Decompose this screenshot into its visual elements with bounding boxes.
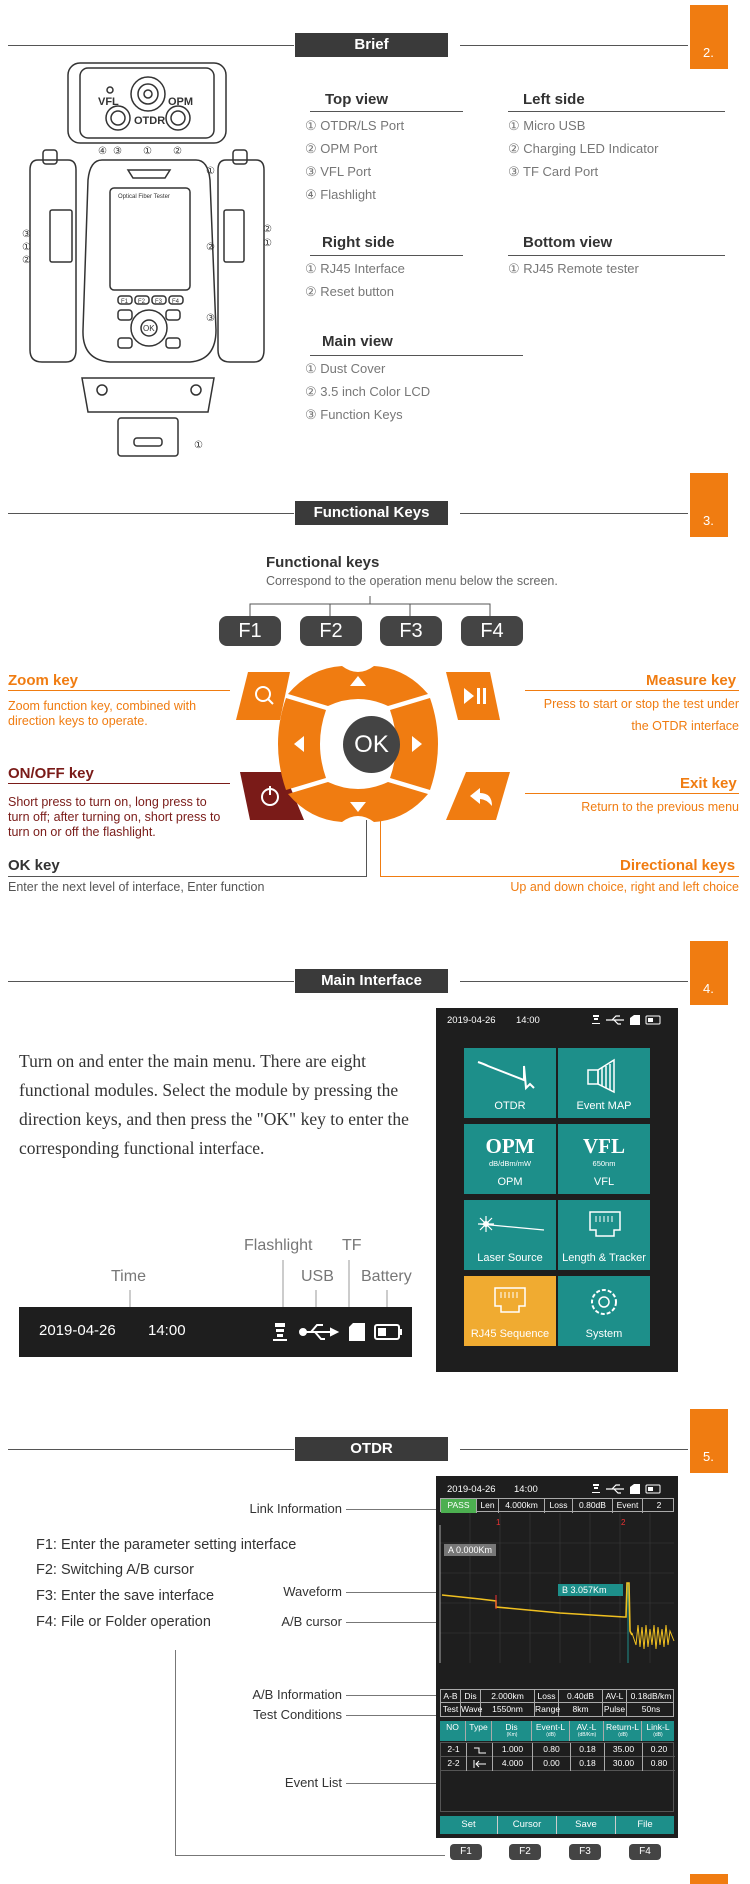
otdr-trace-icon — [474, 1056, 546, 1096]
group-heading: Bottom view — [523, 234, 613, 251]
section-number: 4. — [690, 941, 728, 1005]
test-conditions-row: Test Wave 1550nm Range 8km Pulse 50ns — [440, 1703, 674, 1717]
event-type-icon — [467, 1743, 493, 1757]
main-menu-screen: 2019-04-26 14:00 OTDR Event MAP OPM dB/dBm/mW OPM VFL 650nm VFL Laser Source Length & Tracker RJ45 Sequence System — [436, 1008, 678, 1372]
list-item: ② 3.5 inch Color LCD — [305, 384, 431, 399]
directional-keys-title: Directional keys — [620, 857, 736, 874]
waveform-chart — [440, 1513, 674, 1663]
list-item: ② Reset button — [305, 284, 394, 299]
fkey-bracket — [240, 596, 500, 618]
tile-event-map[interactable]: Event MAP — [558, 1048, 650, 1118]
list-item: ③ VFL Port — [305, 164, 372, 179]
event-table-header: NO Type Dis Event-L AV.-L Return-L Link-L (Km) (dB) (dB/Km) (dB) (dB) — [440, 1721, 674, 1741]
f2-key[interactable]: F2 — [509, 1844, 541, 1860]
measure-key-title: Measure key — [646, 672, 737, 689]
ok-button[interactable]: OK — [343, 716, 400, 773]
exit-key-title: Exit key — [680, 775, 737, 792]
f3-key[interactable]: F3 — [380, 616, 442, 646]
svg-text:F4: F4 — [172, 299, 180, 305]
group-heading: Right side — [322, 234, 395, 251]
cursor-b-label: B 3.057Km — [558, 1584, 623, 1596]
keys-subheading: Correspond to the operation menu below the screen. — [266, 574, 558, 588]
f3-key[interactable]: F3 — [569, 1844, 601, 1860]
screen-title: Optical Fiber Tester — [118, 194, 170, 200]
device-drawing — [20, 60, 270, 470]
flashlight-icon — [273, 1323, 287, 1341]
svg-text:OK: OK — [143, 324, 155, 333]
svg-text:F2: F2 — [138, 299, 146, 305]
list-item: ② Charging LED Indicator — [508, 141, 659, 156]
section-title-brief: Brief — [295, 33, 448, 57]
svg-text:1: 1 — [496, 1518, 501, 1527]
ab-info-row: A-B Dis 2.000km Loss 0.40dB AV-L 0.18dB/km — [440, 1689, 674, 1703]
exit-key-desc: Return to the previous menu — [581, 800, 739, 814]
group-heading: Left side — [523, 91, 585, 108]
svg-text:②: ② — [22, 255, 31, 266]
svg-text:③: ③ — [22, 229, 31, 240]
f4-key[interactable]: F4 — [629, 1844, 661, 1860]
section-title-main: Main Interface — [295, 969, 448, 993]
event-map-icon — [584, 1056, 624, 1096]
save-softkey[interactable]: Save — [557, 1816, 616, 1834]
section-number: 3. — [690, 473, 728, 537]
ok-key-title: OK key — [8, 857, 60, 874]
zoom-key-desc: Zoom function key, combined with direction keys to operate. — [8, 699, 197, 728]
usb-icon — [300, 1325, 337, 1339]
list-item: ④ Flashlight — [305, 187, 376, 202]
svg-text:②: ② — [173, 146, 182, 157]
tile-vfl[interactable]: VFL 650nm VFL — [558, 1124, 650, 1194]
svg-text:F1: F1 — [121, 299, 129, 305]
onoff-key-desc: Short press to turn on, long press to turn off; after turning on, short press to turn on or off the flashlight. — [8, 795, 221, 839]
list-item: ③ TF Card Port — [508, 164, 599, 179]
tile-otdr[interactable]: OTDR — [464, 1048, 556, 1118]
opm-port-label: OPM — [168, 96, 194, 108]
group-heading: Top view — [325, 91, 389, 108]
svg-text:2: 2 — [621, 1518, 626, 1527]
table-row[interactable]: 2-2 4.000 0.00 0.18 30.00 0.80 — [441, 1757, 675, 1771]
status-bar-zoom: 2019-04-26 14:00 — [19, 1307, 412, 1357]
divider — [460, 45, 688, 46]
cursor-a-label: A 0.000Km — [444, 1544, 496, 1556]
svg-text:①: ① — [22, 242, 31, 253]
list-item: ① Micro USB — [508, 118, 586, 133]
svg-text:②: ② — [206, 242, 215, 253]
zoom-key-title: Zoom key — [8, 672, 79, 689]
laser-icon — [474, 1208, 546, 1248]
f2-key[interactable]: F2 — [300, 616, 362, 646]
table-row[interactable]: 2-1 1.000 0.80 0.18 35.00 0.20 — [441, 1743, 675, 1757]
list-item: ③ Function Keys — [305, 407, 403, 422]
section-number: 2. — [690, 5, 728, 69]
link-info-row: PASS Len 4.000km Loss 0.80dB Event 2 — [440, 1498, 674, 1512]
set-softkey[interactable]: Set — [440, 1816, 498, 1834]
cursor-softkey[interactable]: Cursor — [498, 1816, 557, 1834]
svg-text:②: ② — [263, 224, 272, 235]
gear-icon — [586, 1284, 622, 1320]
svg-text:①: ① — [263, 238, 272, 249]
section-title-otdr: OTDR — [295, 1437, 448, 1461]
otdr-port-label: OTDR — [134, 115, 166, 127]
measure-key — [446, 672, 500, 720]
list-item: ① OTDR/LS Port — [305, 118, 405, 133]
list-item: ① Dust Cover — [305, 361, 386, 376]
svg-text:③: ③ — [113, 146, 122, 157]
list-item: ① RJ45 Remote tester — [508, 261, 639, 276]
svg-text:F3: F3 — [155, 299, 163, 305]
group-heading: Main view — [322, 333, 393, 350]
otdr-screen: 2019-04-26 14:00 PASS Len 4.000km Loss 0.80dB Event 2 1 2 A 0.000Km B 3.057Km A-B Dis 2.000km Loss 0.40dB AV-L 0.18dB/km Test Wave 1550nm Range 8km Pulse 50ns NO Type Dis Event-L AV.-L Return-L Link-L (Km) (dB) (dB/Km) (dB) (dB) 2-1 1.000 0.80 0.18 35.00 0.20 2-2 4.000 0.00 0.18 30.00 0.80 Set Cursor Save File — [436, 1476, 678, 1838]
section-title-keys: Functional Keys — [295, 501, 448, 525]
svg-text:③: ③ — [206, 313, 215, 324]
rj45-icon — [588, 1210, 622, 1240]
measure-key-desc: the OTDR interface — [631, 719, 739, 733]
main-paragraph: Turn on and enter the main menu. There are eight functional modules. Select the module by pressing the direction keys, and then press the "OK" key to enter the corresponding functional interface. — [19, 1051, 409, 1158]
ok-key-desc: Enter the next level of interface, Enter function — [8, 880, 265, 894]
tf-card-icon — [349, 1323, 365, 1341]
tile-length-tracker[interactable]: Length & Tracker — [558, 1200, 650, 1270]
tile-system[interactable]: System — [558, 1276, 650, 1346]
list-item: ② OPM Port — [305, 141, 378, 156]
svg-text:①: ① — [143, 146, 152, 157]
f4-key[interactable]: F4 — [461, 616, 523, 646]
vfl-port-label: VFL — [98, 96, 119, 108]
battery-icon — [375, 1325, 402, 1339]
file-softkey[interactable]: File — [637, 1819, 653, 1830]
softkey-bar — [440, 1816, 674, 1834]
divider — [8, 45, 294, 46]
section-number: 5. — [690, 1409, 728, 1473]
directional-keys-desc: Up and down choice, right and left choice — [510, 880, 739, 894]
f1-key[interactable]: F1 — [219, 616, 281, 646]
tile-laser-source[interactable]: Laser Source — [464, 1200, 556, 1270]
f1-key[interactable]: F1 — [450, 1844, 482, 1860]
event-end-icon — [467, 1757, 493, 1771]
event-list — [440, 1742, 674, 1812]
tile-opm[interactable]: OPM dB/dBm/mW OPM — [464, 1124, 556, 1194]
svg-text:①: ① — [194, 440, 203, 451]
keys-heading: Functional keys — [266, 554, 380, 571]
rj45-icon — [493, 1286, 527, 1316]
onoff-key-title: ON/OFF key — [8, 765, 94, 782]
list-item: ① RJ45 Interface — [305, 261, 405, 276]
exit-key — [446, 772, 510, 820]
measure-key-desc: Press to start or stop the test under — [543, 697, 739, 711]
tile-rj45-sequence[interactable]: RJ45 Sequence — [464, 1276, 556, 1346]
svg-text:①: ① — [206, 166, 215, 177]
svg-text:④: ④ — [98, 146, 107, 157]
